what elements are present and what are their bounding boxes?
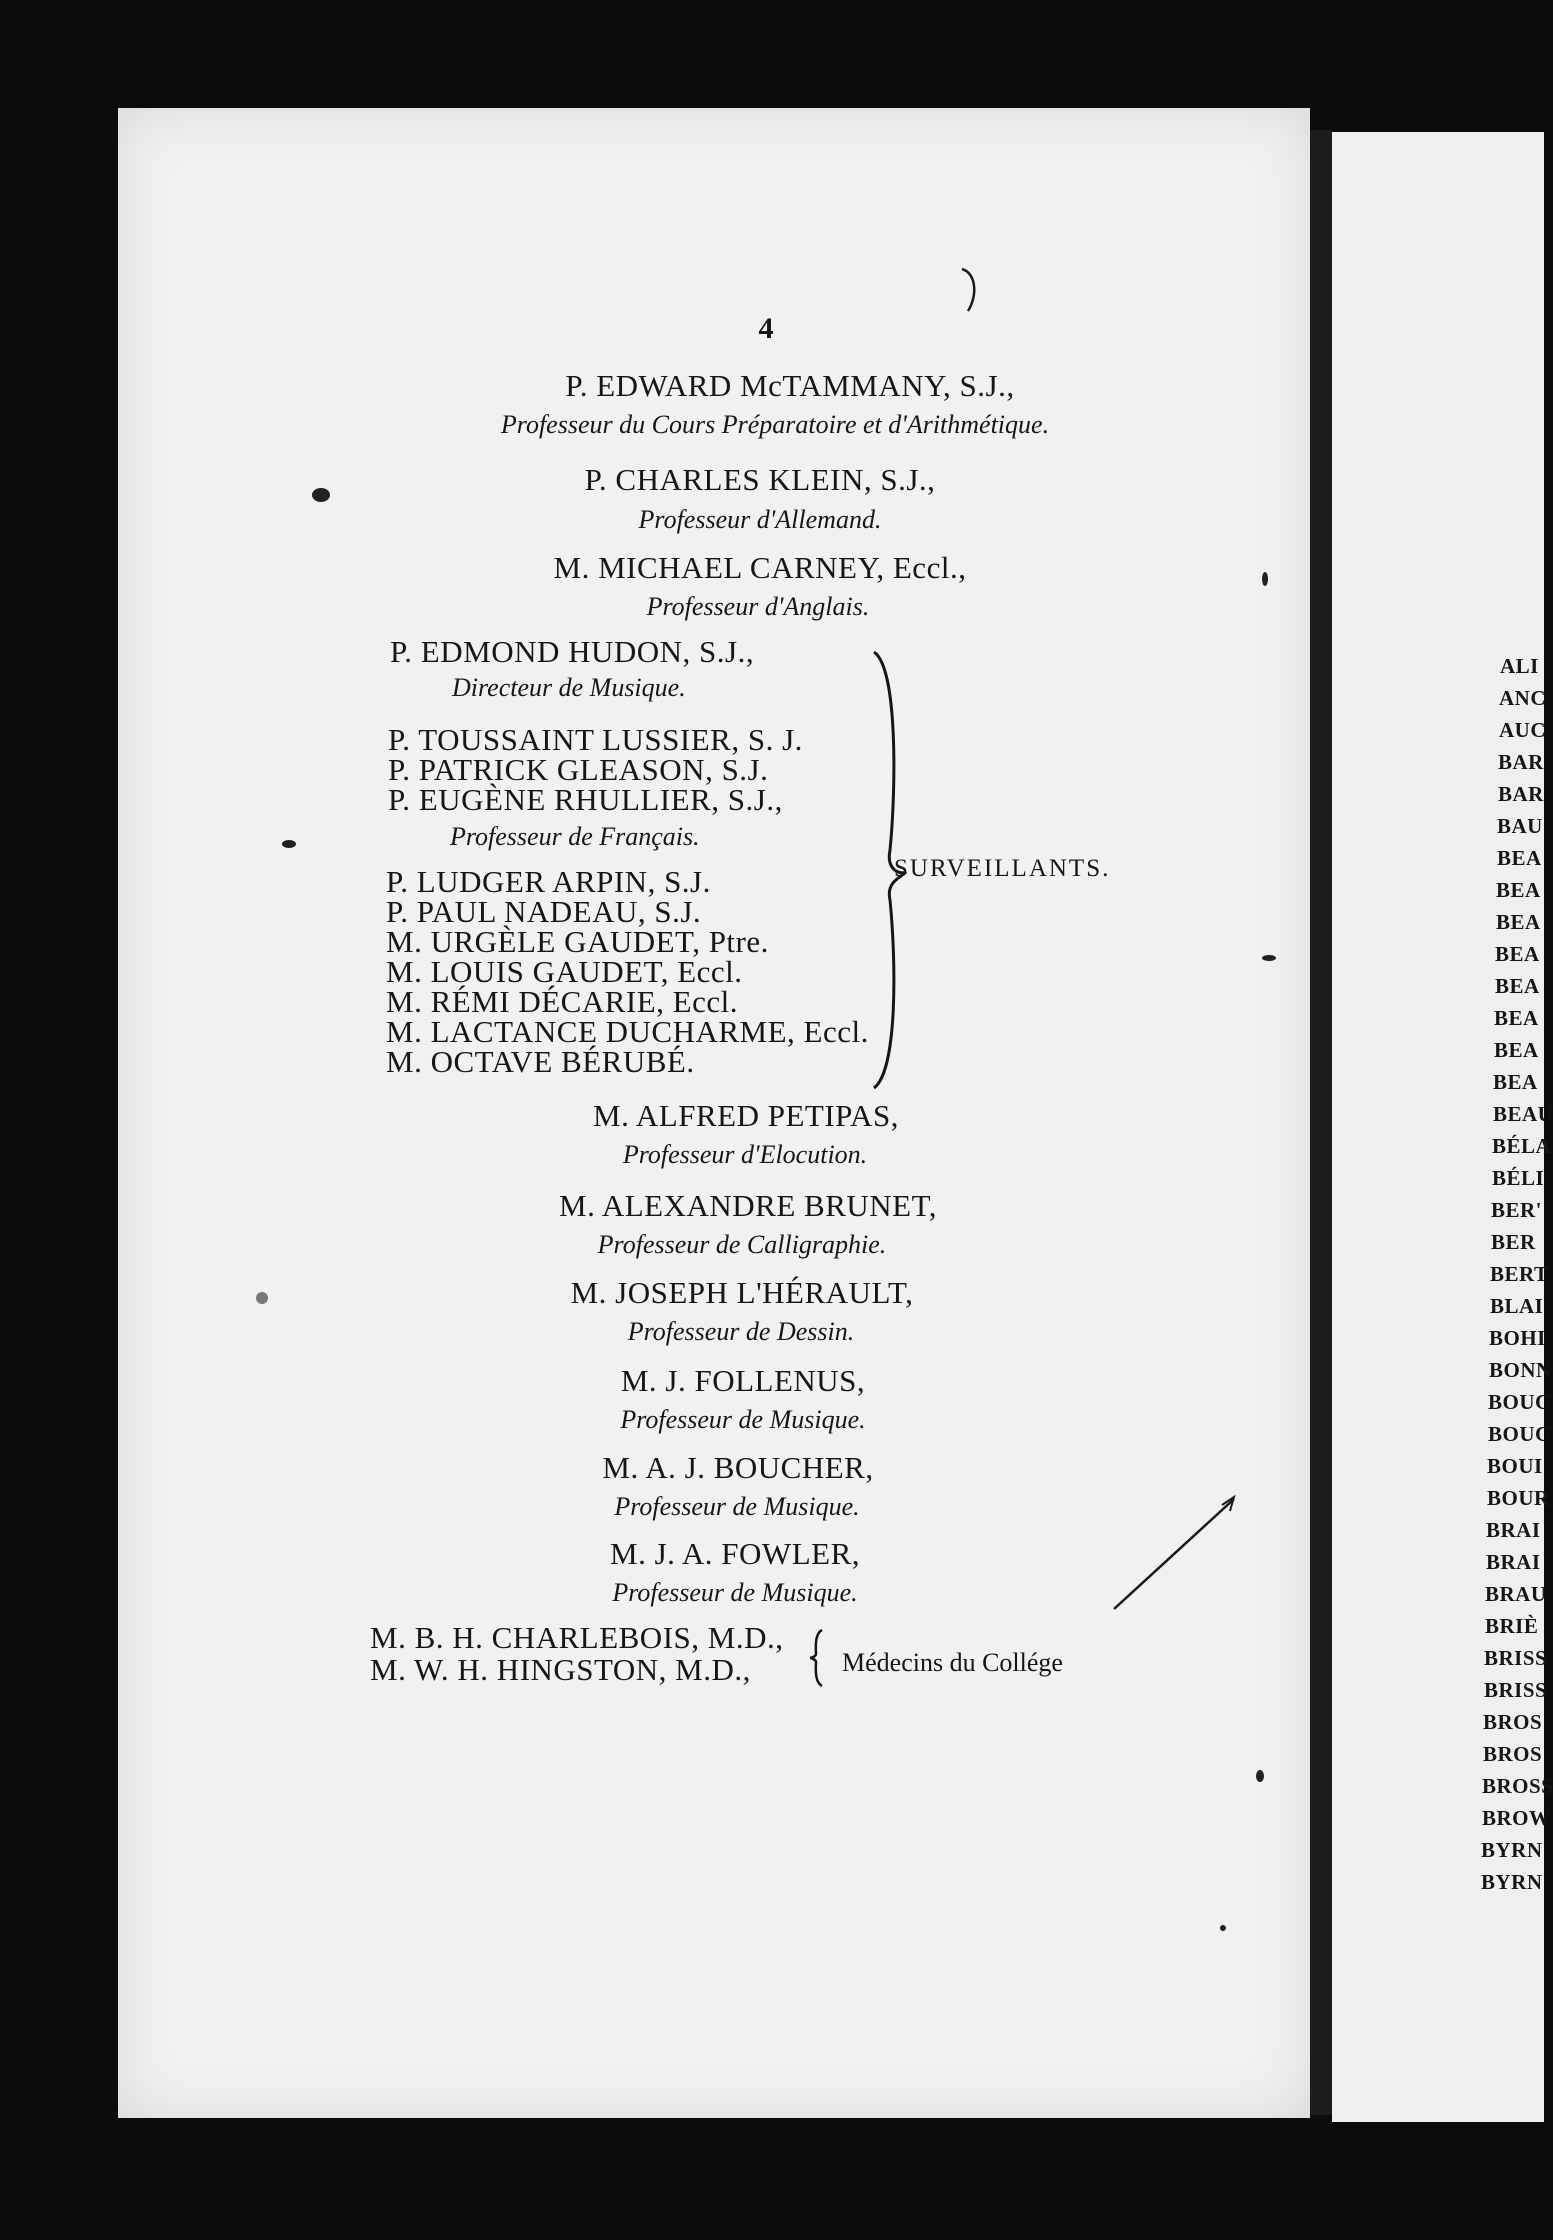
right-entry: BÉLI <box>1492 1166 1545 1190</box>
right-entry: BRIÈ <box>1485 1614 1539 1638</box>
staff-role-herault: Professeur de Dessin. <box>627 1317 855 1346</box>
right-entry: BER <box>1491 1230 1536 1254</box>
right-entry: BEA <box>1497 846 1542 870</box>
right-entry: BRISS <box>1484 1646 1548 1670</box>
staff-name-petipas: M. ALFRED PETIPAS, <box>593 1098 899 1133</box>
right-entry: BROS <box>1483 1742 1543 1766</box>
staff-name-boucher: M. A. J. BOUCHER, <box>602 1450 874 1485</box>
staff-name-fowler: M. J. A. FOWLER, <box>610 1536 860 1571</box>
ink-speck <box>312 488 330 502</box>
right-entry: ALI <box>1500 654 1539 678</box>
book-gutter <box>1310 130 1332 2115</box>
ink-speck <box>282 840 296 848</box>
surveillant-role-francais: Professeur de Français. <box>450 822 700 851</box>
right-entry: BAR <box>1498 750 1544 774</box>
right-entry: BRISS <box>1484 1678 1548 1702</box>
right-entry: BROS <box>1483 1710 1543 1734</box>
staff-role-klein: Professeur d'Allemand. <box>638 505 882 534</box>
staff-name-follenus: M. J. FOLLENUS, <box>620 1363 866 1398</box>
right-entry: BOUI <box>1487 1454 1543 1478</box>
right-entry: BEAU <box>1493 1102 1553 1126</box>
ink-speck <box>256 1292 268 1304</box>
staff-role-brunet: Professeur de Calligraphie. <box>597 1230 887 1259</box>
staff-name-brunet: M. ALEXANDRE BRUNET, <box>559 1188 937 1223</box>
right-entry: BONN <box>1489 1358 1552 1382</box>
right-entry: ANC <box>1499 686 1546 710</box>
staff-role-follenus: Professeur de Musique. <box>620 1405 866 1434</box>
staff-role-mctammany: Professeur du Cours Préparatoire et d'Arithmétique. <box>500 410 1050 439</box>
surveillant-arpin: P. LUDGER ARPIN, S.J. <box>386 864 711 899</box>
surveillant-l-gaudet: M. LOUIS GAUDET, Eccl. <box>386 954 743 989</box>
surveillant-u-gaudet: M. URGÈLE GAUDET, Ptre. <box>386 924 769 959</box>
right-entry: AUC <box>1499 718 1546 742</box>
staff-role-boucher: Professeur de Musique. <box>614 1492 860 1521</box>
surveillant-ducharme: M. LACTANCE DUCHARME, Eccl. <box>386 1014 869 1049</box>
surveillant-hudon: P. EDMOND HUDON, S.J., <box>390 634 755 669</box>
surveillant-role-hudon: Directeur de Musique. <box>452 673 686 702</box>
right-entry: BROSS <box>1482 1774 1553 1798</box>
surveillants-label: SURVEILLANTS. <box>894 855 1111 882</box>
surveillant-decarie: M. RÉMI DÉCARIE, Eccl. <box>386 984 738 1019</box>
right-entry: BOUR <box>1487 1486 1550 1510</box>
surveillant-berube: M. OCTAVE BÉRUBÉ. <box>386 1044 695 1079</box>
right-entry: BRAI <box>1486 1518 1541 1542</box>
right-entry: BROW <box>1482 1806 1551 1830</box>
right-entry: BEA <box>1495 974 1540 998</box>
surveillant-lussier: P. TOUSSAINT LUSSIER, S. J. <box>388 722 803 757</box>
page-number: 4 <box>758 312 774 345</box>
ink-speck <box>1262 572 1268 586</box>
pen-stroke-mark <box>1108 1495 1238 1615</box>
staff-name-carney: M. MICHAEL CARNEY, Eccl., <box>553 550 967 585</box>
ink-speck <box>1256 1770 1264 1782</box>
right-entry: BYRN <box>1481 1870 1543 1894</box>
right-entry: BAR <box>1498 782 1544 806</box>
right-entry: BER' <box>1491 1198 1543 1222</box>
staff-role-petipas: Professeur d'Elocution. <box>622 1140 868 1169</box>
ink-mark <box>958 265 988 315</box>
right-entry: BOHI <box>1489 1326 1546 1350</box>
medecins-label: Médecins du Collége <box>842 1648 1063 1677</box>
staff-role-carney: Professeur d'Anglais. <box>646 592 870 621</box>
surveillant-gleason: P. PATRICK GLEASON, S.J. <box>388 752 769 787</box>
right-entry: BEA <box>1495 942 1540 966</box>
ink-speck <box>1262 955 1276 961</box>
right-entry: BERT <box>1490 1262 1549 1286</box>
staff-name-klein: P. CHARLES KLEIN, S.J., <box>584 462 936 497</box>
right-entry: BEA <box>1494 1038 1539 1062</box>
staff-role-fowler: Professeur de Musique. <box>612 1578 858 1607</box>
right-entry: BRAI <box>1486 1550 1541 1574</box>
surveillant-nadeau: P. PAUL NADEAU, S.J. <box>386 894 702 929</box>
medecins-brace <box>808 1628 828 1688</box>
staff-name-herault: M. JOSEPH L'HÉRAULT, <box>570 1275 914 1310</box>
ink-speck <box>1220 1925 1226 1931</box>
right-entry: BEA <box>1496 910 1541 934</box>
surveillant-rhullier: P. EUGÈNE RHULLIER, S.J., <box>388 782 783 817</box>
right-entry: BRAU <box>1485 1582 1547 1606</box>
right-entry: BEA <box>1494 1006 1539 1030</box>
staff-name-mctammany: P. EDWARD McTAMMANY, S.J., <box>565 368 1015 403</box>
right-entry: BYRN <box>1481 1838 1543 1862</box>
right-entry: BOUC <box>1488 1390 1551 1414</box>
right-entry: BÉLA <box>1492 1134 1552 1158</box>
medecin-hingston: M. W. H. HINGSTON, M.D., <box>370 1652 751 1687</box>
medecin-charlebois: M. B. H. CHARLEBOIS, M.D., <box>370 1620 784 1655</box>
right-entry: BAU <box>1497 814 1543 838</box>
right-entry: BLAI <box>1490 1294 1544 1318</box>
right-entry: BEA <box>1496 878 1541 902</box>
right-entry: BEA <box>1493 1070 1538 1094</box>
right-entry: BOUC <box>1488 1422 1551 1446</box>
